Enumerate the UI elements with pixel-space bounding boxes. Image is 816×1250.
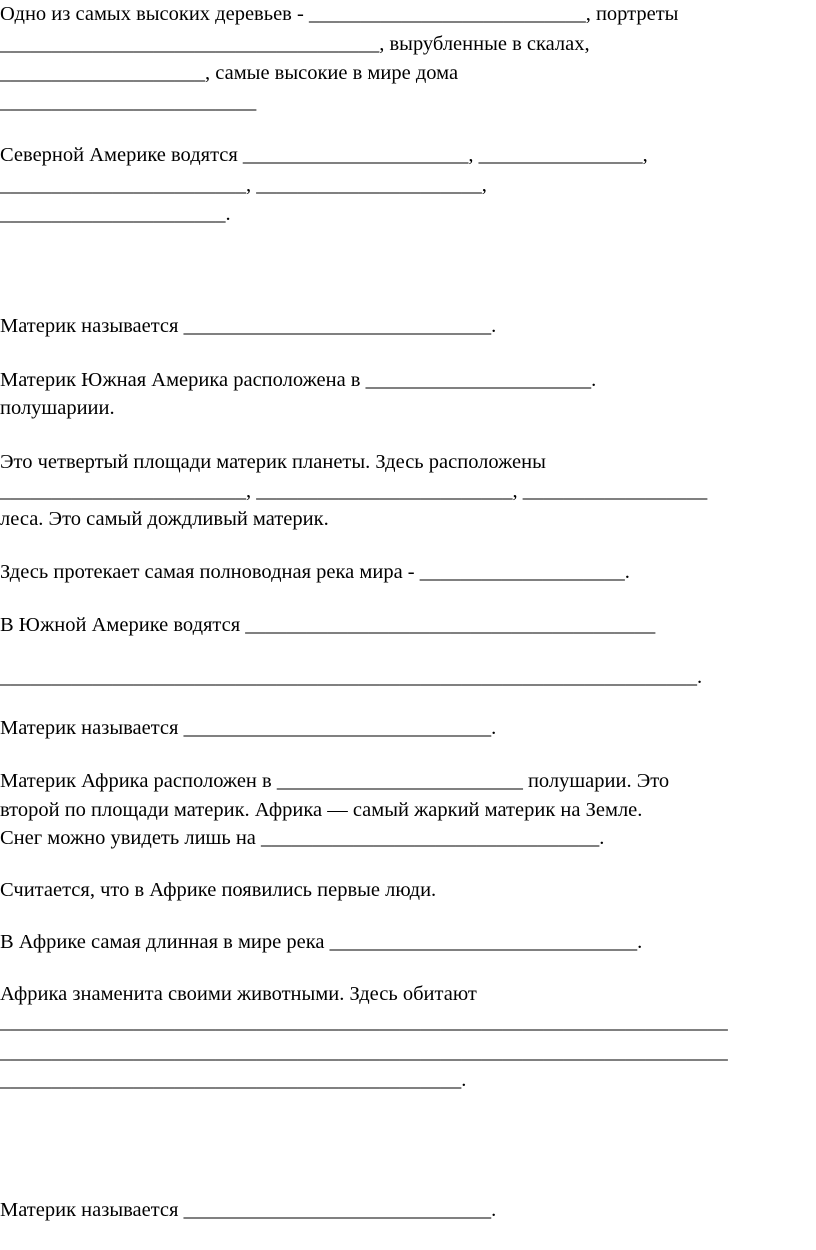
text-line: Считается, что в Африке появились первые люди.	[0, 879, 437, 901]
text-line: _______________________________________________________________________	[0, 1011, 728, 1033]
text-line: Африка знаменита своими животными. Здесь обитают	[0, 983, 477, 1005]
text-line: Северной Америке водятся ______________________, ________________,	[0, 144, 648, 166]
text-line: _________________________	[0, 91, 257, 113]
text-line: В Южной Америке водятся ________________________________________	[0, 614, 656, 636]
text-line: полушариии.	[0, 397, 115, 419]
text-line: второй по площади материк. Африка — самый жаркий материк на Земле.	[0, 799, 643, 821]
text-line: Материк Африка расположен в ________________________ полушарии. Это	[0, 770, 670, 792]
text-line: В Африке самая длинная в мире река ______________________________.	[0, 931, 643, 953]
text-line: Здесь протекает самая полноводная река мира - ____________________.	[0, 561, 630, 583]
text-line: Снег можно увидеть лишь на _________________________________.	[0, 827, 605, 849]
text-line: ________________________, ______________________,	[0, 174, 487, 196]
text-line: леса. Это самый дождливый материк.	[0, 508, 329, 530]
text-line: ________________________, _________________________, __________________	[0, 480, 708, 502]
text-line: Материк называется ______________________________.	[0, 1199, 497, 1221]
text-line: ______________________.	[0, 203, 231, 225]
text-line: _______________________________________________________________________	[0, 1041, 728, 1063]
text-line: _____________________________________________.	[0, 1069, 467, 1091]
text-line: _____________________________________, вырубленные в скалах,	[0, 33, 590, 55]
text-line: ____________________________________________________________________.	[0, 666, 703, 688]
text-line: ____________________, самые высокие в мире дома	[0, 62, 459, 84]
text-line: Материк называется ______________________________.	[0, 315, 497, 337]
text-line: Одно из самых высоких деревьев - ___________________________, портреты	[0, 3, 679, 25]
text-line: Материк называется ______________________________.	[0, 717, 497, 739]
text-line: Материк Южная Америка расположена в ______________________.	[0, 369, 597, 391]
text-line: Это четвертый площади материк планеты. Здесь расположены	[0, 451, 546, 473]
